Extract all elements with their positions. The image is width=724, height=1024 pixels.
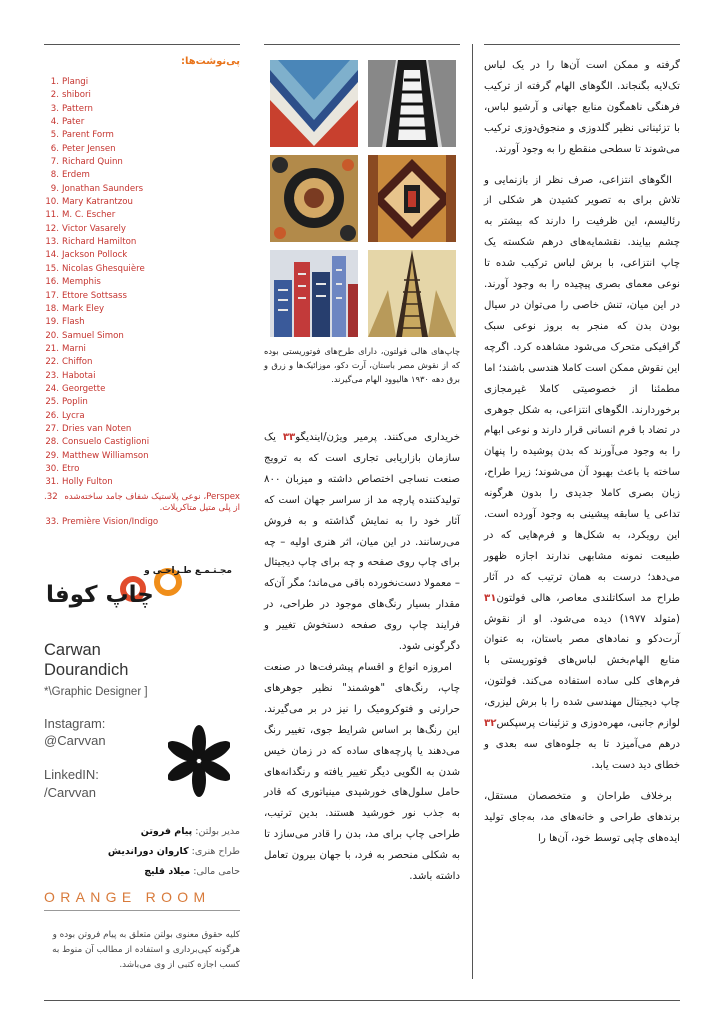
- asterisk-icon: [168, 724, 230, 798]
- reference-text: Samuel Simon: [62, 330, 124, 341]
- reference-number: 33.: [45, 516, 59, 527]
- reference-number: 16.: [45, 277, 59, 288]
- reference-text: Jackson Pollock: [62, 250, 128, 261]
- reference-text: Chiffon: [62, 357, 93, 368]
- middle-text-run: خریداری می‌کنند. پرمیر ویژن/ایندیگو: [295, 432, 460, 443]
- top-rule-middle: [264, 44, 460, 45]
- credit-art-designer: [108, 846, 240, 857]
- reference-item: [44, 249, 240, 262]
- reference-item: [44, 89, 240, 102]
- reference-number: 22.: [45, 357, 59, 368]
- reference-number: 32.: [44, 491, 58, 502]
- reference-item: [44, 290, 240, 303]
- reference-item: [44, 103, 240, 116]
- reference-item: [44, 76, 240, 89]
- reference-text: shibori: [62, 90, 91, 101]
- reference-number: 20.: [45, 330, 59, 341]
- reference-number: 24.: [45, 383, 59, 394]
- reference-item: [44, 463, 240, 476]
- right-text-run: (متولد ۱۹۷۷) دیده می‌شود. او از نقوش آرت‌دکو و نمادهای مصر باستان، به عنوان منابع الهام‌بخش لباس‌های فوتوریستی با فرم‌های کلی ساده استفاده می‌کند. فولتون، چاپ دیجیتال مهندسی شده را با برش لیزری، لوازم جانبی، مهره‌دوزی و تزئینات پرسپکس: [484, 613, 680, 730]
- credit-name: پیام فروتن: [140, 826, 193, 837]
- reference-text: Mary Katrantzou: [62, 197, 133, 208]
- reference-number: 6.: [50, 143, 59, 154]
- reference-item: [44, 370, 240, 383]
- holly-fulton-image-grid: [270, 60, 456, 336]
- reference-item: [44, 343, 240, 356]
- reference-number: 31.: [45, 477, 59, 488]
- reference-item: [44, 396, 240, 409]
- right-body-text: [484, 56, 680, 850]
- reference-number: 26.: [45, 410, 59, 421]
- footnote-marker-32: ۳۲: [484, 718, 497, 730]
- reference-item: [44, 129, 240, 142]
- designer-name: Carwan Dourandich: [44, 641, 129, 679]
- reference-text: Pattern: [62, 103, 93, 114]
- reference-text: Victor Vasarely: [62, 223, 127, 234]
- top-rule-left: [44, 44, 240, 45]
- reference-text: Lycra: [62, 410, 85, 421]
- reference-text: Consuelo Castiglioni: [62, 437, 150, 448]
- middle-body-text: [264, 428, 460, 888]
- reference-item: [44, 410, 240, 423]
- reference-item: [44, 156, 240, 169]
- reference-text: Nicolas Ghesquière: [62, 263, 145, 274]
- image-tile-ornate-print: [270, 155, 358, 242]
- reference-item: [44, 209, 240, 222]
- middle-text-run: یک سازمان بازاریابی تجاری است که به ترویج صنعت نساجی اختصاص داشته و میزبان ۸۰۰ تولیدکننده پارچه مد از سراسر جهان است که آثار خود را به نمایش گذاشته و به فروش می‌رسانند. در این میان، اثر هنری اولیه – چه برای چاپ روی صفحه و چه برای چاپ دیجیتال – معمولا دست‌نخورده باقی می‌ماند؛ مگر آن‌که مقدار بسیار رنگ‌های موجود در طراحی، در فرایند چاپ روی صفحه دستخوش تغییر و دگرگونی شود.: [264, 432, 460, 653]
- sidebar: [44, 56, 240, 986]
- reference-item: [44, 330, 240, 343]
- linkedin-handle[interactable]: /Carvvan: [44, 785, 97, 800]
- reference-text: Première Vision/Indigo: [62, 516, 159, 527]
- reference-number: 14.: [45, 250, 59, 261]
- reference-number: 17.: [45, 290, 59, 301]
- footnote-marker-31: ۳۱: [484, 592, 497, 604]
- reference-number: 15.: [45, 263, 59, 274]
- reference-item: [44, 450, 240, 463]
- middle-paragraph-1: [264, 428, 460, 658]
- reference-number: 12.: [45, 223, 59, 234]
- reference-number: 23.: [45, 370, 59, 381]
- reference-number: 4.: [50, 117, 59, 128]
- instagram-handle[interactable]: @Carvvan: [44, 733, 106, 748]
- reference-item: [44, 303, 240, 316]
- references-title: پی‌نوشت‌ها:: [180, 56, 240, 67]
- reference-item: [44, 116, 240, 129]
- reference-text: Erdem: [62, 170, 90, 181]
- credit-sponsor: [144, 866, 240, 877]
- reference-item: [44, 276, 240, 289]
- reference-item: [44, 223, 240, 236]
- reference-number: 5.: [50, 130, 59, 141]
- reference-item: [44, 490, 240, 516]
- reference-text: Flash: [62, 317, 85, 328]
- logo-upper-text: مجـتـمـع طـراحـی و: [144, 566, 232, 576]
- column-divider: [472, 44, 473, 979]
- reference-text: Etro: [62, 463, 80, 474]
- reference-number: 13.: [45, 237, 59, 248]
- reference-text: Poplin: [62, 397, 88, 408]
- reference-text: Perspex، نوعی پلاستیک شفاف جامد ساخته‌شده از پلی متیل متاکریلات.: [64, 491, 240, 513]
- reference-text: Dries van Noten: [62, 423, 132, 434]
- reference-item: [44, 476, 240, 489]
- credit-label: حامی مالی:: [193, 866, 240, 877]
- reference-text: Marni: [62, 343, 86, 354]
- reference-number: 10.: [45, 197, 59, 208]
- reference-text: Georgette: [62, 383, 106, 394]
- credit-name: کاروان دوراندیش: [107, 846, 189, 857]
- middle-paragraph-2: امروزه انواع و اقسام پیشرفت‌ها در صنعت چاپ، رنگ‌های "هوشمند" نظیر جوهرهای حرارتی و فتوکرومیک را نیز در بر می‌گیرند. این رنگ‌ها بر اساس شرایط جوی، تغییر رنگ می‌دهند یا پارچه‌های ساده که در زمان خیس شدن به الگویی دیگر تغییر یافته و رنگدانه‌های حامل سلول‌های خورشیدی مینیاتوری که قادر به جذب نور خورشید هستند. بدین ترتیب، طراحی چاپ برای مد، بدن را قادر می‌سازد تا به شکلی منحصر به فرد، با جهان بیرون تعامل داشته باشد.: [264, 661, 460, 883]
- reference-text: Peter Jensen: [62, 143, 116, 154]
- reference-text: Ettore Sottsass: [62, 290, 127, 301]
- credit-name: میلاد قلیچ: [144, 866, 191, 877]
- reference-number: 29.: [45, 450, 59, 461]
- reference-text: M. C. Escher: [62, 210, 116, 221]
- credit-label: طراح هنری:: [191, 846, 240, 857]
- footnote-marker-33: ۳۳: [282, 432, 296, 443]
- reference-number: 19.: [45, 317, 59, 328]
- reference-item: [44, 143, 240, 156]
- right-column: [484, 56, 680, 850]
- references-list: [44, 76, 240, 529]
- reference-number: 8.: [50, 170, 59, 181]
- copyright-notice: کلیه حقوق معنوی بولتن متعلق به پیام فروتن بوده و هرگونه کپی‌برداری و استفاده از مطالب آن منوط به کسب اجازه کتبی از وی می‌باشد.: [52, 930, 240, 970]
- image-tile-skyscraper-print: [270, 250, 358, 337]
- reference-text: Memphis: [62, 277, 101, 288]
- designer-role: *\Graphic Designer ]: [44, 686, 148, 698]
- linkedin-label: LinkedIN:: [44, 767, 99, 782]
- reference-text: Plangi: [62, 77, 89, 87]
- reference-number: 7.: [50, 157, 59, 168]
- reference-item: [44, 169, 240, 182]
- reference-item: [44, 516, 240, 529]
- right-text-run: الگوهای انتزاعی، صرف نظر از بازنمایی و تلاش برای به تصویر کشیدن هر شکلی از رئالیسم، این ظرفیت را دارند که بیشتر به چشم بیایند. نقشمایه‌های درهم شکسته یک چاپ انتزاعی، با برش لباس ترکیب شده تا نوعی معمای بصری پیچیده را به وجود آورند. در این میان، تنش خاصی را می‌توان در سیال بودن بدن که منجر به بروز نوعی سبک گرافیکی متحرک می‌شود مشاهده کرد. اگرچه این نقوش ممکن است کاملا هندسی باشند؛ اما مطمئنا از خصوصیتی کاملا غیرمجازی برخوردارند. الگوهای انتزاعی، به شکل جوهری در تضاد با فرم انسانی قرار دارند و نوعی ابهام را به وجود می‌آورند که بدن پوشیده را پنهان ساخته یا باعث بهبود آن می‌شوند؛ زیرا طراح، زبان بصری کاملا جدیدی را بدون هرگونه تداعی یا سابقه پیشینی به وجود آورده است. این رویکرد، به شکل‌ها و فرم‌هایی که در طبیعت نمونه مشابهی ندارند اجازه ظهور می‌دهد؛ درست به همان ترتیب که در آثار طراح مد اسکاتلندی معاصر، هالی فولتون: [484, 174, 680, 604]
- reference-number: 30.: [45, 463, 59, 474]
- reference-item: [44, 436, 240, 449]
- reference-number: 25.: [45, 397, 59, 408]
- reference-text: Habotai: [62, 370, 96, 381]
- reference-text: Mark Eley: [62, 303, 105, 314]
- reference-item: [44, 316, 240, 329]
- reference-number: 18.: [45, 303, 59, 314]
- credit-label: مدیر بولتن:: [195, 826, 240, 837]
- credit-bulletin-manager: [141, 826, 240, 837]
- image-tile-deco-skyscraper: [368, 250, 456, 337]
- reference-number: 3.: [50, 103, 59, 114]
- reference-item: [44, 383, 240, 396]
- right-paragraph-2: [484, 171, 680, 777]
- reference-number: 1.: [50, 77, 59, 87]
- wordmark-underline: [44, 910, 240, 911]
- reference-number: 11.: [45, 210, 59, 221]
- reference-number: 27.: [45, 423, 59, 434]
- top-rule-right: [484, 44, 680, 45]
- right-text-run: درهم می‌آمیزد تا به جلوه‌های سه بعدی و خطای دید دست یابد.: [484, 739, 680, 771]
- reference-text: Jonathan Saunders: [62, 183, 144, 194]
- reference-text: Matthew Williamson: [62, 450, 149, 461]
- reference-text: Richard Hamilton: [62, 237, 137, 248]
- reference-item: [44, 356, 240, 369]
- reference-number: 2.: [50, 90, 59, 101]
- kofa-logo: [44, 566, 240, 636]
- instagram-label: Instagram:: [44, 716, 106, 731]
- reference-number: 9.: [50, 183, 59, 194]
- right-paragraph-1: گرفته و ممکن است آن‌ها را در یک لباس تک‌لایه بگنجاند. الگوهای الهام گرفته از ترکیب فرهنگی ناهمگون منابع جهانی و آرشیو لباس، با تزئیناتی نظیر گلدوزی و منجوق‌دوزی ترکیب می‌شوند تا سطحی منقطع را به وجود آورند.: [484, 60, 680, 155]
- reference-item: [44, 423, 240, 436]
- image-caption: چاپ‌های هالی فولتون، دارای طرح‌های فوتوریستی بوده که از نقوش مصر باستان، آرت دکو، موزائیک‌ها و زرق و برق دهه ۱۹۳۰ هالیوود الهام می‌گیرند.: [264, 346, 460, 384]
- logo-main-text: چاپ کوفا: [46, 582, 154, 608]
- reference-item: [44, 263, 240, 276]
- reference-item: [44, 183, 240, 196]
- reference-text: Parent Form: [62, 130, 114, 141]
- bottom-rule: [44, 1000, 680, 1001]
- reference-text: Richard Quinn: [62, 157, 123, 168]
- reference-item: [44, 236, 240, 249]
- orange-room-wordmark: ORANGE ROOM: [44, 889, 211, 905]
- image-tile-chevron-mosaic: [270, 60, 358, 147]
- image-tile-bw-pattern-dress: [368, 60, 456, 147]
- right-paragraph-3: برخلاف طراحان و متخصصان مستقل، برندهای طراحی و خانه‌های مد، به‌جای تولید ایده‌های چاپی توسط خود، آن‌ها را: [484, 790, 680, 844]
- reference-item: [44, 196, 240, 209]
- reference-number: 21.: [45, 343, 59, 354]
- image-tile-art-deco-print: [368, 155, 456, 242]
- reference-text: Holly Fulton: [62, 477, 113, 488]
- reference-number: 28.: [45, 437, 59, 448]
- reference-text: Pater: [62, 117, 85, 128]
